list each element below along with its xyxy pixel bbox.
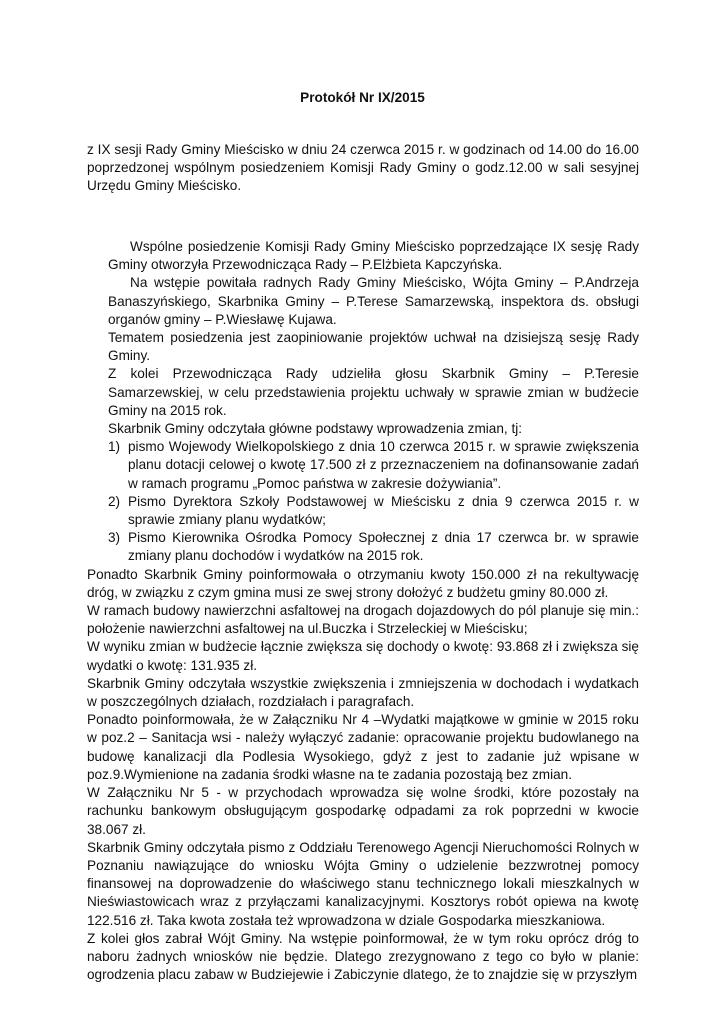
basis-list	[87, 438, 639, 565]
paragraph-treasurer-floor: Z kolei Przewodnicząca Rady udzieliła głosu Skarbnik Gminy – P.Teresie Samarzewskiej, w celu przedstawienia projektu uchwały w sprawie zmian w budżecie Gminy na 2015 rok.	[108, 366, 639, 418]
paragraph-topic: Tematem posiedzenia jest zaopiniowanie projektów uchwał na dzisiejszą sesję Rady Gminy.	[108, 330, 639, 364]
paragraph-changes: Skarbnik Gminy odczytała wszystkie zwiększenia i zmniejszenia w dochodach i wydatkach w poszczególnych działach, rozdziałach i paragrafach.	[87, 675, 639, 710]
list-item-number: 1)	[108, 439, 121, 455]
main-content	[87, 238, 639, 984]
list-item	[87, 438, 639, 493]
list-item-text: Pismo Dyrektora Szkoły Podstawowej w Mieścisku z dnia 9 czerwca 2015 r. w sprawie zmiany planu wydatków;	[128, 493, 639, 528]
list-item	[87, 529, 639, 565]
paragraph-greeting: Na wstępie powitała radnych Rady Gminy Mieścisko, Wójta Gminy – P.Andrzeja Banaszyńskiego, Skarbnika Gminy – P.Terese Samarzewską, inspektora ds. obsługi organów gminy – P.Wiesławę Kujawa.	[108, 275, 639, 327]
paragraph-annex-4: Ponadto poinformowała, że w Załączniku Nr 4 –Wydatki majątkowe w gminie w 2015 roku w poz.2 – Sanitacja wsi - należy wyłączyć zadanie: opracowanie projektu budowlanego na budowę kanalizacji dla Podlesia Wysokiego, gdyż z jest to zadanie już wpisane w poz.9.Wymienione na zadania środki własne na te zadania pozostają bez zmian.	[87, 712, 639, 782]
paragraph-anr-letter: Skarbnik Gminy odczytała pismo z Oddziału Terenowego Agencji Nieruchomości Rolnych w Poznaniu nawiązujące do wniosku Wójta Gminy o udzielenie bezzwrotnej pomocy finansowej na doprowadzenie do właściwego stanu technicznego lokali mieszkalnych w Nieświastowicach wraz z przyłączami kanalizacyjnymi. Kosztorys robót opiewa na kwotę 122.516 zł. Taka kwota została też wprowadzona w dziale Gospodarka mieszkaniowa.	[87, 839, 639, 928]
paragraph-asphalt: W ramach budowy nawierzchni asfaltowej na drogach dojazdowych do pól planuje się min.: położenie nawierzchni asfaltowej na ul.Buczka i Strzeleckiej w Mieścisku;	[87, 603, 639, 637]
document-title: Protokół Nr IX/2015	[300, 90, 425, 105]
intro-block	[87, 141, 639, 196]
paragraph-opening: Wspólne posiedzenie Komisji Rady Gminy Mieścisko poprzedzające IX sesję Rady Gminy otworzyła Przewodnicząca Rady – P.Elżbieta Kapczyńska.	[108, 239, 639, 273]
intro-paragraph: z IX sesji Rady Gminy Mieścisko w dniu 24 czerwca 2015 r. w godzinach od 14.00 do 16.00 poprzedzonej wspólnym posiedzeniem Komisji Rady Gminy o godz.12.00 w sali sesyjnej Urzędu Gminy Mieścisko.	[87, 142, 639, 194]
list-item-text: Pismo Kierownika Ośrodka Pomocy Społecznej z dnia 17 czerwca br. w sprawie zmiany planu dochodów i wydatków na 2015 rok.	[128, 530, 639, 564]
list-item-text: pismo Wojewody Wielkopolskiego z dnia 10 czerwca 2015 r. w sprawie zwiększenia planu dotacji celowej o kwotę 17.500 zł z przeznaczeniem na dofinansowanie zadań w ramach programu „Pomoc państwa w zakresie dożywiania”.	[128, 439, 639, 491]
list-item-number: 2)	[108, 493, 121, 509]
paragraph-annex-5: W Załączniku Nr 5 - w przychodach wprowadza się wolne środki, które pozostały na rachunku bankowym obsługującym gospodarkę odpadami za rok poprzedni w kwocie 38.067 zł.	[87, 785, 639, 837]
paragraph-totals: W wyniku zmian w budżecie łącznie zwiększa się dochody o kwotę: 93.868 zł i zwiększa się wydatki o kwotę: 131.935 zł.	[87, 639, 639, 673]
paragraph-road-funds: Ponadto Skarbnik Gminy poinformowała o otrzymaniu kwoty 150.000 zł na rekultywację dróg, w związku z czym gmina musi ze swej strony dołożyć z budżetu gminy 80.000 zł.	[87, 566, 639, 600]
list-item-number: 3)	[108, 530, 121, 546]
paragraph-basis-intro: Skarbnik Gminy odczytała główne podstawy wprowadzenia zmian, tj:	[108, 421, 523, 437]
list-item	[87, 493, 639, 529]
paragraph-mayor: Z kolei głos zabrał Wójt Gminy. Na wstępie poinformował, że w tym roku oprócz dróg to naboru żadnych wniosków nie będzie. Dlatego zrezygnowano z tego co było w planie: ogrodzenia placu zabaw w Budziejewie i Zabiczynie dlatego, że to znajdzie się w przyszłym	[87, 930, 639, 983]
